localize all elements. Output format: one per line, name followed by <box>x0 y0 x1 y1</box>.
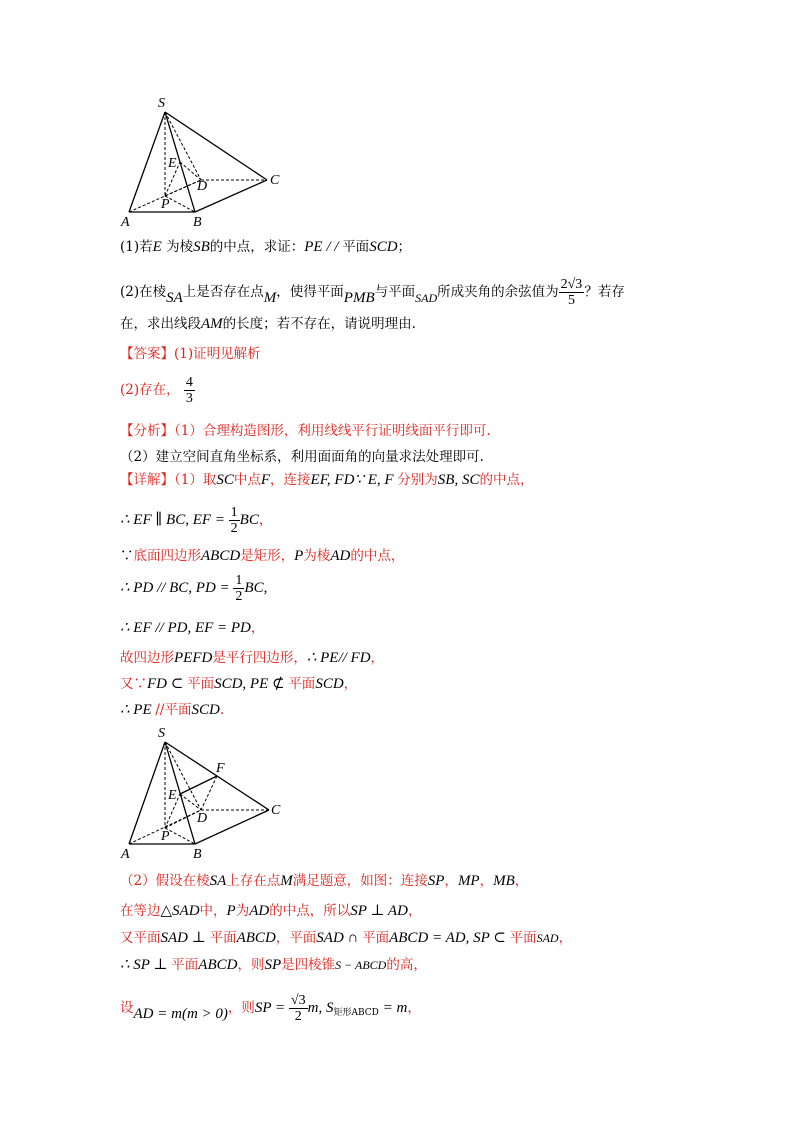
detail-line-5: ∴ EF // PD, EF = PD， <box>120 620 265 636</box>
label-C: C <box>270 173 280 188</box>
label-B: B <box>193 847 202 862</box>
label-P: P <box>161 197 170 212</box>
label-S: S <box>158 726 165 741</box>
label-P: P <box>161 829 170 844</box>
part2-line-2: 在等边△SAD中，P为AD的中点，所以SP ⊥ AD， <box>120 903 422 919</box>
label-D: D <box>197 179 208 194</box>
label-A: A <box>121 215 130 230</box>
label-S: S <box>158 96 165 111</box>
part2-line-3: 又平面SAD ⊥ 平面ABCD，平面SAD ∩ 平面ABCD = AD, SP ⊂ 平面SAD， <box>120 930 573 946</box>
analysis-line-2: （2）建立空间直角坐标系，利用面面角的向量求法处理即可. <box>120 449 484 465</box>
cosine-fraction: $\frac{2√3}{5}$ <box>560 277 583 308</box>
label-B: B <box>193 215 202 230</box>
label-E: E <box>168 788 177 803</box>
part2-line-5: 设AD = m(m > 0)，则SP = $\frac{√3}{2}$ m, $S_{矩形ABCD} = m$， <box>120 993 421 1024</box>
answer-line-2: (2)存在， $\frac{4}{3}$ <box>120 375 193 406</box>
sqrt3-half-fraction: $\frac{√3}{2}$ <box>290 993 306 1024</box>
answer-line-1: 【答案】(1)证明见解析 <box>120 346 261 362</box>
answer-fraction: $\frac{4}{3}$ <box>185 375 193 406</box>
detail-line-6: 故四边形PEFD是平行四边形，∴ PE// FD， <box>120 650 385 666</box>
label-A: A <box>121 847 130 862</box>
half-fraction-1: $\frac{1}{2}$ <box>230 505 238 536</box>
detail-line-4: ∴ PD // BC, PD = $\frac{1}{2}$ BC, <box>120 573 268 604</box>
question-1: (1)若E 为棱SB的中点，求证：PE / / 平面SCD； <box>120 239 412 255</box>
label-C: C <box>271 803 281 818</box>
pyramid-figure-2 <box>115 722 295 867</box>
question-2-line2: 在，求出线段AM的长度；若不存在，请说明理由. <box>120 316 416 332</box>
detail-line-3: ∵底面四边形ABCD是矩形，P为棱AD的中点， <box>120 548 405 564</box>
pyramid-figure-1 <box>115 92 295 232</box>
detail-line-1: 【详解】（1）取SC中点F，连接EF, FD∵ E, F 分别为SB, SC的中点， <box>120 472 534 488</box>
label-D: D <box>197 811 208 826</box>
detail-line-8: ∴ PE //平面SCD. <box>120 702 225 718</box>
detail-line-2: ∴ EF ∥ BC, EF = $\frac{1}{2}$ BC， <box>120 505 273 536</box>
part2-line-1: （2）假设在棱SA上存在点M满足题意，如图：连接SP，MP，MB， <box>120 873 529 889</box>
part2-line-4: ∴ SP ⊥ 平面ABCD，则SP是四棱锥S − ABCD的高， <box>120 957 427 973</box>
half-fraction-2: $\frac{1}{2}$ <box>235 573 243 604</box>
label-F: F <box>216 761 225 776</box>
question-2: (2)在棱SA上是否存在点M，使得平面PMB与平面SAD所成夹角的余弦值为 $\frac{2√3}{5}$ ？若存 <box>120 277 625 308</box>
detail-line-7: 又∵FD ⊂ 平面SCD, PE ⊄ 平面SCD， <box>120 676 358 692</box>
label-E: E <box>168 156 177 171</box>
analysis-line-1: 【分析】（1）合理构造图形，利用线线平行证明线面平行即可. <box>120 423 491 439</box>
